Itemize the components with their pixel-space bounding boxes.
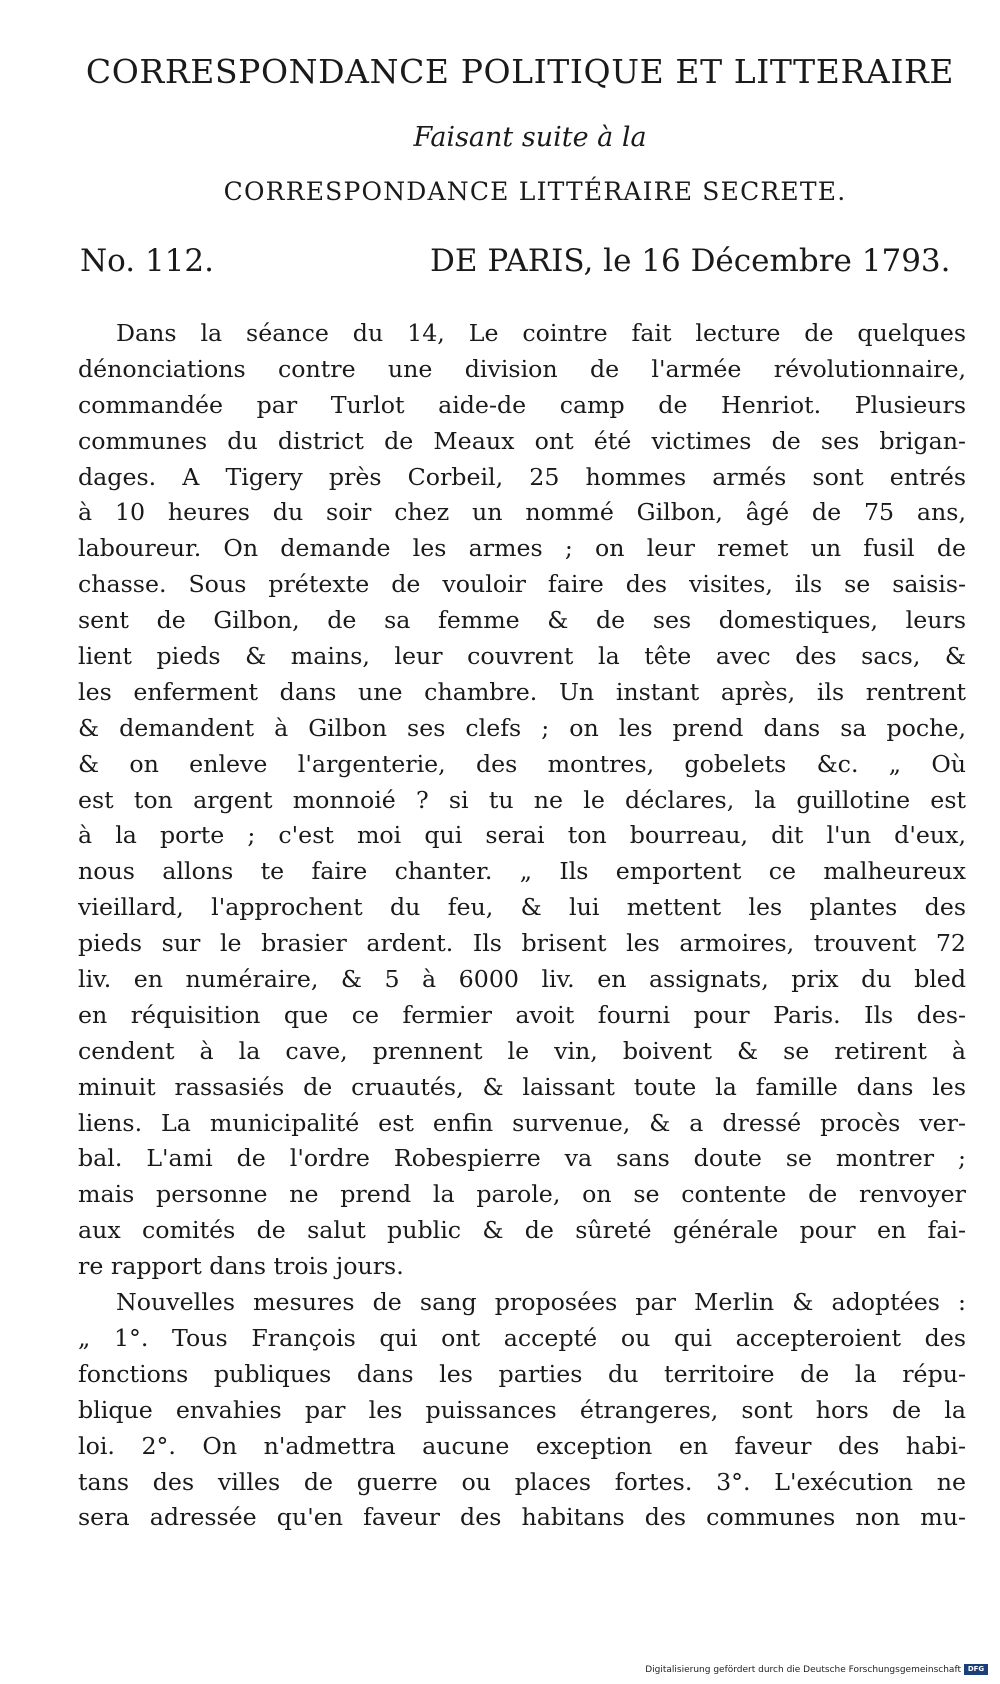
publication-title: CORRESPONDANCE POLITIQUE ET LITTERAIRE — [85, 52, 955, 91]
body-line: blique envahies par les puissances étrangeres, sont hors de la — [78, 1395, 966, 1424]
body-line: liens. La municipalité est enfin survenue, & a dressé procès ver- — [78, 1108, 966, 1137]
body-line: Nouvelles mesures de sang proposées par Merlin & adoptées : — [116, 1288, 966, 1317]
credit-text: Digitalisierung gefördert durch die Deutsche Forschungsgemeinschaft — [645, 1665, 961, 1675]
body-line: dages. A Tigery près Corbeil, 25 hommes armés sont entrés — [78, 462, 966, 491]
body-line: sent de Gilbon, de sa femme & de ses domestiques, leurs — [78, 606, 966, 635]
body-line: bal. L'ami de l'ordre Robespierre va sans doute se montrer ; — [78, 1144, 966, 1173]
body-line: sera adressée qu'en faveur des habitans des communes non mu- — [78, 1503, 966, 1532]
body-line: les enferment dans une chambre. Un instant après, ils rentrent — [78, 677, 966, 706]
body-line: chasse. Sous prétexte de vouloir faire des visites, ils se saisis- — [78, 570, 966, 599]
body-line: vieillard, l'approchent du feu, & lui mettent les plantes des — [78, 893, 966, 922]
body-line: nous allons te faire chanter. „ Ils emportent ce malheureux — [78, 857, 966, 886]
body-line: est ton argent monnoié ? si tu ne le déclares, la guillotine est — [78, 785, 966, 814]
series-title: CORRESPONDANCE LITTÉRAIRE SECRETE. — [223, 177, 847, 206]
body-line: lient pieds & mains, leur couvrent la tête avec des sacs, & — [78, 642, 966, 671]
body-line: & demandent à Gilbon ses clefs ; on les prend dans sa poche, — [78, 713, 966, 742]
body-line: commandée par Turlot aide-de camp de Henriot. Plusieurs — [78, 390, 966, 419]
body-line: re rapport dans trois jours. — [78, 1252, 404, 1281]
body-line: „ 1°. Tous François qui ont accepté ou qui accepteroient des — [78, 1323, 966, 1352]
body-line: pieds sur le brasier ardent. Ils brisent les armoires, trouvent 72 — [78, 929, 966, 958]
body-line: à la porte ; c'est moi qui serai ton bourreau, dit l'un d'eux, — [78, 821, 966, 850]
body-line: communes du district de Meaux ont été victimes de ses brigan- — [78, 426, 966, 455]
body-line: fonctions publiques dans les parties du territoire de la répu- — [78, 1359, 966, 1388]
body-line: & on enleve l'argenterie, des montres, gobelets &c. „ Où — [78, 749, 966, 778]
publication-subtitle: Faisant suite à la — [413, 122, 647, 153]
body-line: mais personne ne prend la parole, on se contente de renvoyer — [78, 1180, 966, 1209]
body-line: aux comités de salut public & de sûreté générale pour en fai- — [78, 1216, 966, 1245]
body-line: en réquisition que ce fermier avoit fourni pour Paris. Ils des- — [78, 1000, 966, 1029]
issue-number: No. 112. — [80, 243, 214, 279]
body-line: à 10 heures du soir chez un nommé Gilbon, âgé de 75 ans, — [78, 498, 966, 527]
body-line: minuit rassasiés de cruautés, & laissant toute la famille dans les — [78, 1072, 966, 1101]
body-line: loi. 2°. On n'admettra aucune exception en faveur des habi- — [78, 1431, 966, 1460]
dfg-logo: DFG — [964, 1664, 988, 1675]
digitization-credit — [645, 1664, 988, 1675]
issue-row — [80, 243, 970, 283]
body-line: cendent à la cave, prennent le vin, boivent & se retirent à — [78, 1036, 966, 1065]
dateline: DE PARIS, le 16 Décembre 1793. — [430, 243, 951, 279]
body-line: tans des villes de guerre ou places fortes. 3°. L'exécution ne — [78, 1467, 966, 1496]
body-line: Dans la séance du 14, Le cointre fait lecture de quelques — [116, 319, 966, 347]
body-line: laboureur. On demande les armes ; on leur remet un fusil de — [78, 534, 966, 563]
body-line: liv. en numéraire, & 5 à 6000 liv. en assignats, prix du bled — [78, 965, 966, 994]
article-body — [78, 316, 966, 1536]
body-line: dénonciations contre une division de l'armée révolutionnaire, — [78, 354, 966, 383]
